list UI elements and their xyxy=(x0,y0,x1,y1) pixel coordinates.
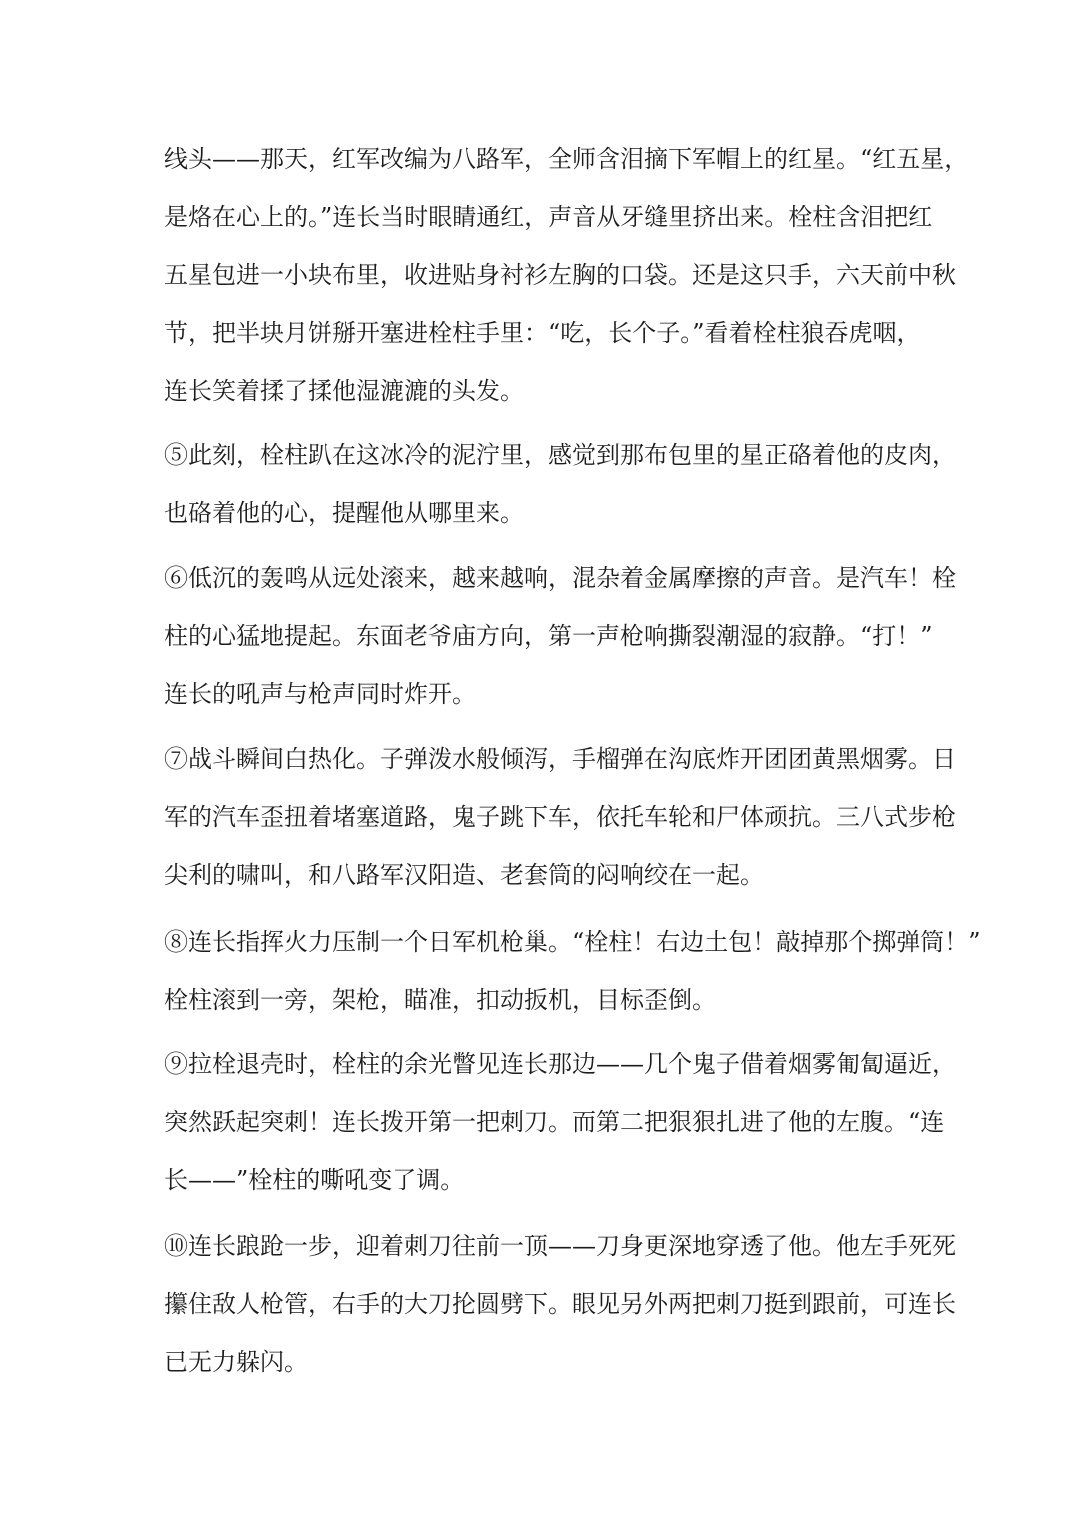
text-line: 连长笑着揉了揉他湿漉漉的头发。 xyxy=(164,377,524,405)
text-line: 线头——那天，红军改编为八路军，全师含泪摘下军帽上的红星。“红五星， xyxy=(164,145,969,173)
text-line: ⑧连长指挥火力压制一个日军机枪巢。“栓柱！右边土包！敲掉那个掷弹筒！” xyxy=(164,928,981,956)
paragraph-5 xyxy=(164,426,956,542)
text-line: 也硌着他的心，提醒他从哪里来。 xyxy=(164,499,524,527)
paragraph-9 xyxy=(164,1035,956,1209)
text-line: ⑥低沉的轰鸣从远处滚来，越来越响，混杂着金属摩擦的声音。是汽车！栓 xyxy=(164,564,956,592)
text-line: 军的汽车歪扭着堵塞道路，鬼子跳下车，依托车轮和尸体顽抗。三八式步枪 xyxy=(164,803,956,831)
text-line: 连长的吼声与枪声同时炸开。 xyxy=(164,680,476,708)
paragraph-intro xyxy=(164,130,968,420)
text-line: ⑨拉栓退壳时，栓柱的余光瞥见连长那边——几个鬼子借着烟雾匍匐逼近， xyxy=(164,1050,956,1078)
paragraph-6 xyxy=(164,549,956,723)
text-line: 长——”栓柱的嘶吼变了调。 xyxy=(164,1166,465,1194)
text-line: ⑩连长踉跄一步，迎着刺刀往前一顶——刀身更深地穿透了他。他左手死死 xyxy=(164,1232,956,1260)
text-line: 尖利的啸叫，和八路军汉阳造、老套筒的闷响绞在一起。 xyxy=(164,861,764,889)
text-line: 五星包进一小块布里，收进贴身衬衫左胸的口袋。还是这只手，六天前中秋 xyxy=(164,261,956,289)
text-line: 柱的心猛地提起。东面老爷庙方向，第一声枪响撕裂潮湿的寂静。“打！” xyxy=(164,622,933,650)
text-line: ⑦战斗瞬间白热化。子弹泼水般倾泻，手榴弹在沟底炸开团团黄黑烟雾。日 xyxy=(164,745,956,773)
text-line: 节，把半块月饼掰开塞进栓柱手里：“吃，长个子。”看着栓柱狼吞虎咽， xyxy=(164,319,921,347)
text-line: 已无力躲闪。 xyxy=(164,1348,308,1376)
text-line: 突然跃起突刺！连长拨开第一把刺刀。而第二把狠狠扎进了他的左腹。“连 xyxy=(164,1108,945,1136)
paragraph-8 xyxy=(164,913,981,1029)
paragraph-7 xyxy=(164,730,956,904)
text-line: 攥住敌人枪管，右手的大刀抡圆劈下。眼见另外两把刺刀挺到跟前，可连长 xyxy=(164,1290,956,1318)
text-line: 栓柱滚到一旁，架枪，瞄准，扣动扳机，目标歪倒。 xyxy=(164,986,716,1014)
text-line: 是烙在心上的。”连长当时眼睛通红，声音从牙缝里挤出来。栓柱含泪把红 xyxy=(164,203,933,231)
paragraph-10 xyxy=(164,1217,956,1391)
text-line: ⑤此刻，栓柱趴在这冰冷的泥泞里，感觉到那布包里的星正硌着他的皮肉， xyxy=(164,441,956,469)
